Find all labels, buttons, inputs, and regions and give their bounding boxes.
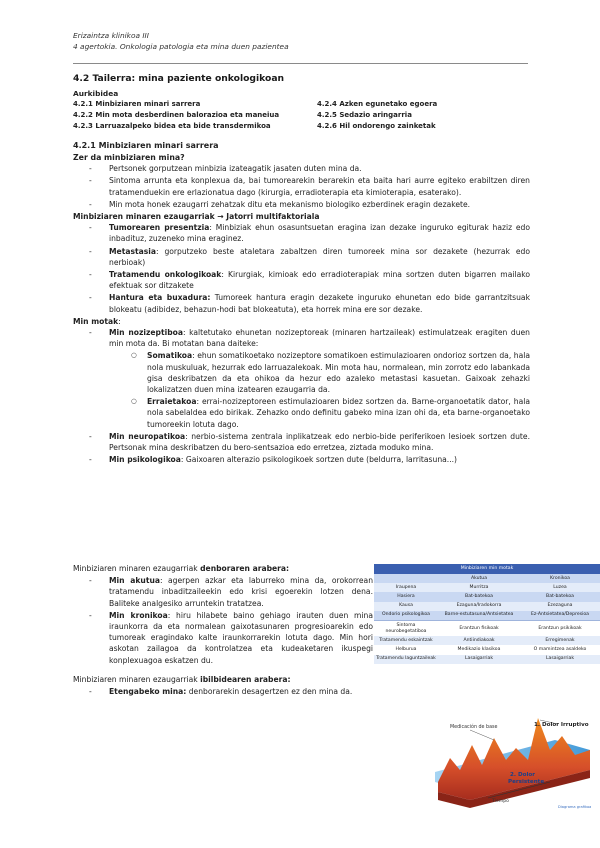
- section-title: 4.2 Tailerra: mina paziente onkologikoan: [73, 73, 285, 84]
- term-text: denborarekin desagertzen ez den mina da.: [186, 687, 353, 697]
- index-label: Aurkibidea: [73, 89, 119, 98]
- term: Min kronikoa: [109, 610, 168, 620]
- list-item: [89, 269, 530, 291]
- label-persistent-pain-2: Persistente: [508, 779, 545, 785]
- term-text: : Kirurgiak, kimioak edo erradioterapiak mina sortzen duten bigarren mailako efektuak sor ditzakete: [109, 270, 530, 291]
- toc-item[interactable]: 4.2.4 Azken egunetako egoera: [317, 100, 438, 108]
- list-item: - Min mota honek ezaugarri zehatzak ditu eta mekanismo biologiko ezberdinek eragin dezakete.: [89, 199, 530, 210]
- features-heading: Minbiziaren minaren ezaugarriak → Jatorri multifaktoriala: [73, 212, 320, 222]
- pain-mountains: [438, 718, 590, 800]
- term: Erraietakoa: [147, 397, 197, 407]
- term-text: : Minbiziak ehun osasuntsuetan eragina izan dezake inguruko egiturak haziz edo inbadituz, zuzeneko mina eraginez.: [109, 223, 530, 244]
- list-item: - Sintoma arrunta eta konplexua da, bai tumorearekin berarekin eta baita hari aurre egiteko erabiltzen diren tratamenduekin ere erlazionatua dago (kirurgia, erradioterapia eta kimioterapia, esaterako).: [89, 175, 530, 197]
- evolution-list: [89, 686, 373, 697]
- toc-item[interactable]: 4.2.5 Sedazio aringarria: [317, 111, 412, 120]
- features-list: [89, 222, 530, 315]
- list-item: [89, 327, 530, 430]
- term-text: : kaltetutako ehunetan nozizeptoreak (minaren hartzaileak) estimulatzeak eragiten duen min mota da. Bi motatan bana daiteke:: [109, 328, 530, 349]
- topic-title: 4 agertokia. Onkologia patologia eta mina duen pazientea: [73, 42, 289, 51]
- label-irruptive-pain: 1. Dolor Irruptivo: [534, 722, 589, 728]
- term: Tratamendu onkologikoak: [109, 270, 222, 280]
- question-heading: Zer da minbiziaren mina?: [73, 152, 185, 162]
- term: Min nozizeptiboa: [109, 328, 183, 338]
- label-persistent-pain-1: 2. Dolor: [510, 772, 535, 778]
- course-title: Erizaintza klinikoa III: [73, 31, 149, 40]
- table-col-head: [374, 574, 438, 583]
- term-text: Tumoreek hantura eragin dezakete inguruko ehunetan edo bide garrantzitsuak blokeatu (adibidez, behazun-hodi bat blokeatuta), eta horrek mina ere sor dezake.: [109, 293, 530, 314]
- toc-left-column: [73, 99, 317, 133]
- pain-diagram: [430, 710, 600, 810]
- table-of-contents: [73, 99, 530, 133]
- label-base-medication: Medicación de base: [450, 725, 498, 730]
- lower-left-column: [73, 563, 373, 698]
- term-text: : errai-nozizeptoreen estimulazioaren bidez sortzen da. Barne-organoetatik dator, hala nola sabelaldea edo birikak. Zehazko ondo definitu gabeko mina izan ohi da, eta barne-organoetako tumoreekin lotuta dago.: [147, 397, 530, 429]
- table-row: Tratamendu eskaintzak Antiindiakoak Erregimenak: [374, 636, 600, 645]
- term-text: : hiru hilabete baino gehiago irauten duen mina iraunkorra da eta normalean gaixotasunaren progresioarekin edo tumoreak eragindako kalte iraunkorrarekin lotuta dago. Min hori askotan zailagoa da kontrolatzea eta kudeaketaren ikuspegi konplexuagoa eskatzen du.: [109, 610, 374, 665]
- term-text: : Gaixoaren alterazio psikologikoek sortzen dute (beldurra, larritasuna...): [180, 455, 457, 465]
- list-item: [89, 610, 373, 666]
- table-col-head: Kronikoa: [520, 574, 600, 583]
- term-text: : nerbio-sistema zentrala inplikatzeak edo nerbio-bide periferikoen lesioek sortzen dute. Pertsonak mina deskribatzen du bero-sentsazioa edo erretzea, ziztada moduko mina.: [109, 431, 530, 453]
- table-row: Helburua Medikazio klasikoa O mamintzea asaldeko: [374, 645, 600, 654]
- term-text: : agerpen azkar eta laburreko mina da, orokorrean tratamendu inbaditzaileekin edo krisi egoerekin lotzen dena. Baliteke analgesiko arruntekin tratatzea.: [109, 576, 374, 608]
- running-header: [73, 30, 533, 52]
- term: Somatikoa: [147, 351, 193, 361]
- table-row: Tratamendu laguntzaileak Lasaigarriak Lasaigarriak: [374, 655, 600, 664]
- types-list: [89, 327, 530, 465]
- sublist-item: [131, 396, 530, 430]
- term-text: : ehun somatikoetako nozizeptore somatikoen estimulazioaren ondorioz sortzen da, hala nola muskuluak, hezurrak edo larruazalekoak. Min mota hau, normalean, min zorrotz edo labankada gisa deskribatzen da eta ohikoa da hezur edo azaleko metastasi kasuetan. Gaixoak zehazki lokalizatzen duen mina izatearen ezaugarria da.: [147, 351, 530, 395]
- types-heading: Min motak:: [73, 316, 121, 326]
- subsection-title: 4.2.1 Minbiziaren minari sarrera: [73, 140, 219, 150]
- label-pointer: [470, 730, 494, 740]
- list-item: [89, 292, 530, 314]
- evolution-heading: Minbiziaren minaren ezaugarriak ibilbidearen arabera:: [73, 674, 291, 684]
- table-row: Kausa Ezaguna/Iradokorra Ezezaguna: [374, 602, 600, 611]
- table-row: Hasiera Bat-batekoa Bat-batekoa: [374, 592, 600, 601]
- list-item: [89, 454, 530, 465]
- sublist-item: [131, 350, 530, 395]
- toc-item[interactable]: 4.2.1 Minbiziaren minari sarrera: [73, 100, 201, 108]
- list-item: [89, 431, 530, 453]
- toc-item[interactable]: 4.2.3 Larruazalpeko bidea eta bide transdermikoa: [73, 122, 271, 131]
- term: Hantura eta buxadura:: [109, 293, 211, 303]
- term: Etengabeko mina:: [109, 687, 187, 697]
- list-item: - Pertsonek gorputzean minbizia izateagatik jasaten duten mina da.: [89, 163, 530, 174]
- toc-item[interactable]: 4.2.2 Min mota desberdinen balorazioa eta maneiua: [73, 111, 280, 120]
- table-col-head: Akutua: [438, 574, 520, 583]
- term: Min psikologikoa: [109, 455, 181, 465]
- pain-types-table: [374, 564, 600, 664]
- pain-diagram-illustration: [430, 710, 600, 810]
- label-time: Tiempo: [492, 799, 509, 804]
- table-row: Iraupena Murritza Luzea: [374, 583, 600, 592]
- toc-right-column: [317, 99, 517, 133]
- list-item: [89, 246, 530, 268]
- term: Tumorearen presentzia: [109, 223, 210, 233]
- term: Metastasia: [109, 246, 156, 256]
- table-row: Ondorio psikologikoa Barne-estutasuna/Antsietatea Ez-Antsietatea/Depresioa: [374, 611, 600, 621]
- intro-list: [89, 163, 530, 210]
- term-text: : gorputzeko beste ataletara zabaltzen diren tumoreek mina sor dezakete (hezurrak edo nerbioak): [109, 246, 530, 267]
- header-divider: [73, 63, 528, 64]
- list-item: [89, 686, 373, 697]
- list-item: [89, 575, 373, 609]
- nociceptive-sublist: [131, 350, 530, 429]
- main-content: [73, 72, 530, 466]
- term: Min akutua: [109, 576, 160, 586]
- term: Min neuropatikoa: [109, 431, 186, 441]
- label-source: Diagrama grafikoa: [558, 805, 592, 809]
- duration-list: [89, 575, 373, 666]
- duration-heading: Minbiziaren minaren ezaugarriak denboraren arabera:: [73, 564, 290, 573]
- table-row: Sintoma neurobegetatiboa Erantzun fisikoak Erantzun psikikoak: [374, 620, 600, 636]
- toc-item[interactable]: 4.2.6 Hil ondorengo zainketak: [317, 122, 436, 131]
- list-item: [89, 222, 530, 244]
- table-title: Minbiziaren min motak: [374, 564, 600, 574]
